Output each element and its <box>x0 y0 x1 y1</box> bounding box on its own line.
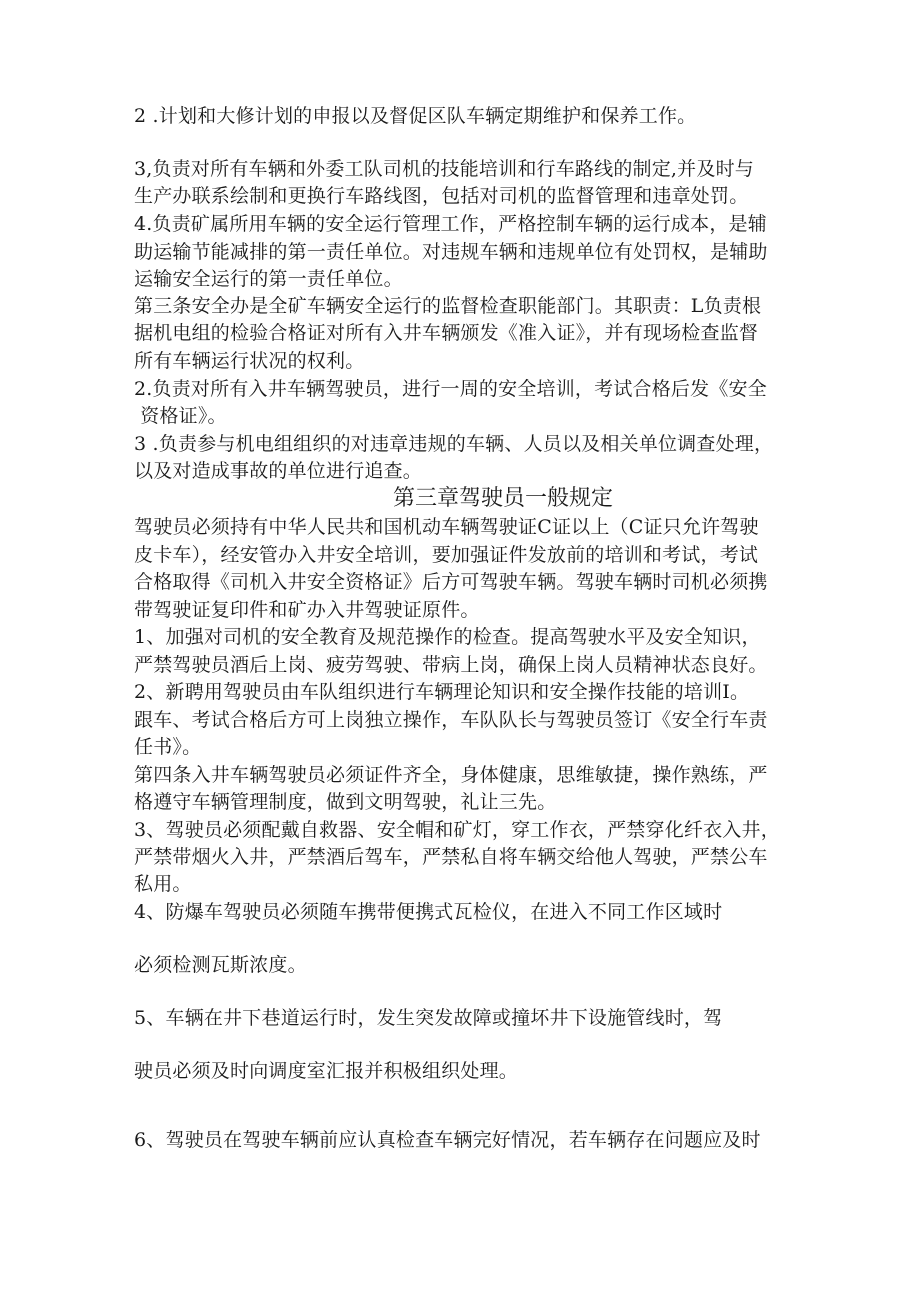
rule-3-line-3: 私用。 <box>134 873 192 895</box>
paragraph-item-2-line: 2 .计划和大修计划的申报以及督促区队车辆定期维护和保养工作。 <box>134 105 697 127</box>
driver-requirement-line-3: 合格取得《司机入井安全资格证》后方可驾驶车辆。驾驶车辆时司机必须携 <box>134 571 768 593</box>
rule-6-line-1: 6、驾驶员在驾驶车辆前应认真检查车辆完好情况，若车辆存在问题应及时 <box>134 1129 761 1151</box>
rule-4-line-1: 4、防爆车驾驶员必须随车携带便携式瓦检仪，在进入不同工作区域时 <box>134 901 723 923</box>
rule-3-line-2: 严禁带烟火入井，严禁酒后驾车，严禁私自将车辆交给他人驾驶，严禁公车 <box>134 846 768 868</box>
rule-5-line-1: 5、车辆在井下巷道运行时，发生突发故障或撞坏井下设施管线时，驾 <box>134 1007 723 1029</box>
article-3-line-3: 所有车辆运行状况的权利。 <box>134 350 365 372</box>
rule-1-line-2: 严禁驾驶员酒后上岗、疲劳驾驶、带病上岗，确保上岗人员精神状态良好。 <box>134 654 768 676</box>
driver-requirement-line-2: 皮卡车），经安管办入井安全培训，要加强证件发放前的培训和考试，考试 <box>134 544 759 566</box>
article-3-item-3-line-1: 3 .负责参与机电组组织的对违章违规的车辆、人员以及相关单位调查处理， <box>134 433 774 455</box>
paragraph-item-3-line-2: 生产办联系绘制和更换行车路线图，包括对司机的监督管理和违章处罚。 <box>134 185 749 207</box>
driver-requirement-line-4: 带驾驶证复印件和矿办入井驾驶证原件。 <box>134 599 480 621</box>
article-3-item-3-line-2: 以及对造成事故的单位进行追查。 <box>134 460 423 482</box>
driver-requirement-line-1: 驾驶员必须持有中华人民共和国机动车辆驾驶证C证以上（C证只允许驾驶 <box>134 516 759 538</box>
article-3-line-1: 第三条安全办是全矿车辆安全运行的监督检查职能部门。其职责：L负责根 <box>134 295 762 317</box>
article-4-line-1: 第四条入井车辆驾驶员必须证件齐全，身体健康，思维敏捷，操作熟练，严 <box>134 764 768 786</box>
article-3-item-2-line-1: 2.负责对所有入井车辆驾驶员，进行一周的安全培训，考试合格后发《安全 <box>134 378 767 400</box>
rule-4-line-2: 必须检测瓦斯浓度。 <box>134 954 307 976</box>
chapter-heading: 第三章驾驶员一般规定 <box>393 486 614 511</box>
paragraph-item-4-line-2: 助运输节能减排的第一责任单位。对违规车辆和违规单位有处罚权，是辅助 <box>134 241 768 263</box>
rule-2-line-1: 2、新聘用驾驶员由车队组织进行车辆理论知识和安全操作技能的培训I。 <box>134 681 750 703</box>
article-3-line-2: 据机电组的检验合格证对所有入井车辆颁发《准入证》，并有现场检查监督 <box>134 322 759 344</box>
article-3-item-2-line-2: 资格证》。 <box>134 405 227 427</box>
paragraph-item-4-line-1: 4.负责矿属所用车辆的安全运行管理工作，严格控制车辆的运行成本，是辅 <box>134 213 767 235</box>
rule-1-line-1: 1、加强对司机的安全教育及规范操作的检查。提高驾驶水平及安全知识， <box>134 626 761 648</box>
article-4-line-2: 格遵守车辆管理制度，做到文明驾驶，礼让三先。 <box>134 791 557 813</box>
rule-3-line-1: 3、驾驶员必须配戴自救器、安全帽和矿灯，穿工作衣，严禁穿化纤衣入井， <box>134 819 780 841</box>
rule-2-line-3: 任书》。 <box>134 736 202 758</box>
rule-2-line-2: 跟车、考试合格后方可上岗独立操作，车队队长与驾驶员签订《安全行车责 <box>134 709 768 731</box>
rule-5-line-2: 驶员必须及时向调度室汇报并积极组织处理。 <box>134 1060 519 1082</box>
paragraph-item-3-line-1: 3,负责对所有车辆和外委工队司机的技能培训和行车路线的制定,并及时与 <box>134 158 754 180</box>
paragraph-item-4-line-3: 运输安全运行的第一责任单位。 <box>134 268 403 290</box>
